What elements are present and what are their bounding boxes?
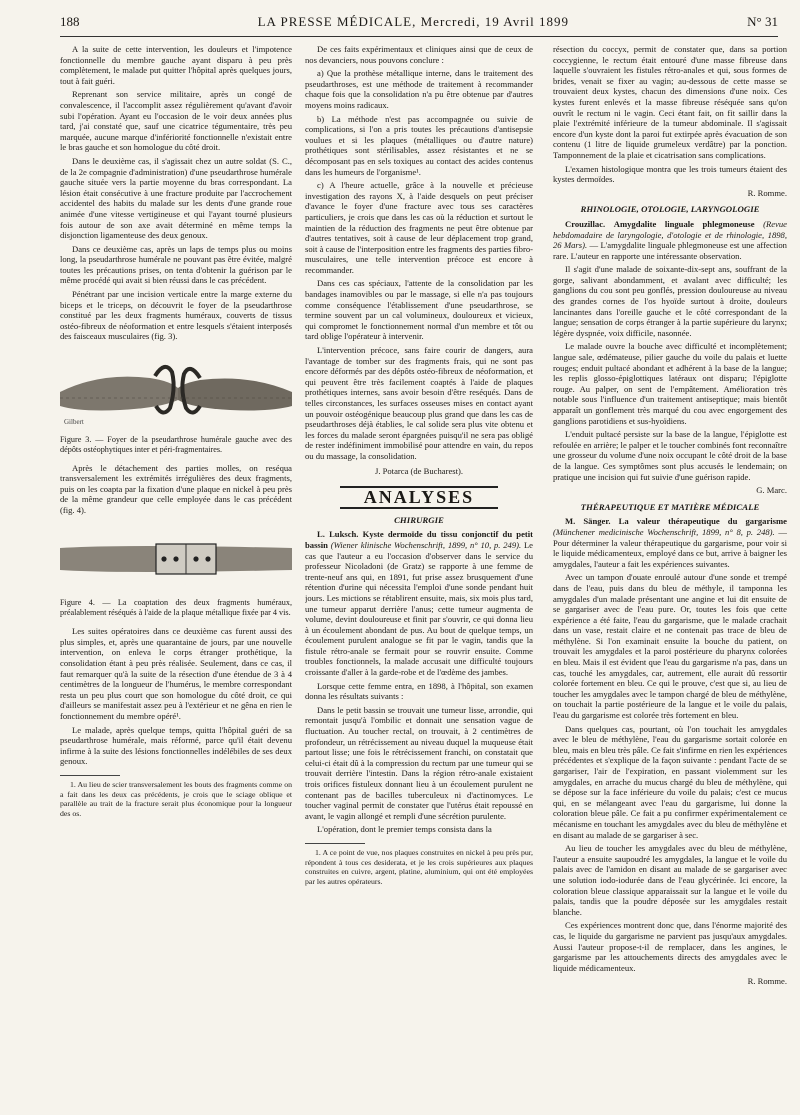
paragraph: c) A l'heure actuelle, grâce à la nouvelle et précieuse investigation des rayons X, à l'aide desquels on peut préciser d'avance le foyer d'une fracture avec tous ses caractères particuliers, je crois que dans les cas où la réduction et surtout le maintien de la réduction des fragments ne peut être obtenue par d'autres tentatives, soit à cause de leur déplacement trop grand, soit à cause de l'interposition entre les fragments des parties fibro-musculaires, une telle intervention précoce est encore à recommander. <box>305 180 533 275</box>
article-author: Crouzillac. <box>565 218 606 229</box>
figure-3-illustration <box>60 348 292 431</box>
column-left <box>60 44 292 821</box>
article-text: Le cas que l'auteur a eu l'occasion d'observer dans le service du professeur Nicoladoni (de Gratz) se rapporte à une femme de trente-neuf ans qui, en 1891, fut prise assez brusquement d'une rétention d'urine qui nécessita l'emploi d'une sonde pendant huit jours. Les mictions se rétablirent ensuite, mais, six mois plus tard, une tumeur apparut derrière l'anus; cette tumeur augmenta de volume, devint douloureuse et finit par s'ouvrir, ce qui donna lieu à un écoulement abondant de pus. Au bout de quelque temps, un écoulement purulent analogue se fit par le vagin, tandis que la fistule rétro-anale se fermait pour se rouvrir ensuite. Comme troubles fonctionnels, la malade accusait une difficulté toujours croissante d'aller à la garde-robe et de l'œdème des jambes. <box>305 539 533 678</box>
footnote-separator <box>60 775 120 776</box>
paragraph: Le malade ouvre la bouche avec difficulté et incomplètement; langue sale, œdémateuse, pilier gauche du voile du palais et luette rouges; enduit pultacé abondant et adhérent à la base de la langue; les replis glosso-épiglottiques latéraux ont disparu; l'épiglotte rouge. Au palper, on sent de l'empâtement. Amélioration très notable sous l'influence d'un traitement antiseptique; mais bientôt apparaît un gonflement très marqué du cou avec engorgement des ganglions parotidiens et sus-hyoïdiens. <box>553 341 787 426</box>
rubric-heading: CHIRURGIE <box>394 514 444 525</box>
paragraph: Avec un tampon d'ouate enroulé autour d'une sonde et trempé dans de l'eau, puis dans du bleu de méthyle, il tamponna les amygdales d'un malade présentant une angine et lui dit ensuite de se gargariser avec de l'eau pure. Or, toutes les fois que cette expérience a été faite, l'eau du gargarisme, que le malade crachait dans un vase, restait claire et ne contenait pas trace de bleu de méthylène. Si l'on examinait ensuite la bouche du patient, on trouvait les amygdales et la paroi postérieure du pharynx colorées en bleu. Mais il est évident que l'eau du gargarisme n'a pas, dans un cas, touché les amygdales, car, autrement, elle aurait dû ressortir colorée fortement en bleu. Ce qui le prouve, c'est que si, au lieu de toucher les amygdales avec le tampon chargé de bleu de méthylène, on touchait la partie postérieure de la langue et le voile du palais, l'eau du gargarisme est colorée très fortement en bleu. <box>553 572 787 721</box>
rubric-heading: RHINOLOGIE, OTOLOGIE, LARYNGOLOGIE <box>580 204 760 215</box>
article-text: — L'amygdalite linguale phlegmoneuse est une affection rare. L'auteur en rapporte une intéressante observation. <box>553 240 787 261</box>
paragraph: Au lieu de toucher les amygdales avec du bleu de méthylène, l'auteur a ensuite saupoudré les amygdales, la langue et le voile du palais avec de l'amidon en disant au malade de se gargariser avec une solution iodo-iodurée dans de l'eau glycérinée. Ici encore, la coloration bleue classique apparaissait sur la langue et le voile du palais, tandis que la poudre déposée sur les amygdales restait blanche. <box>553 843 787 917</box>
paragraph: b) La méthode n'est pas accompagnée ou suivie de complications, si l'on a pris toutes les précautions d'antisepsie voulues et si les plaques (métalliques ou d'autre nature) prothétiques sont stérilisables, assez résistantes et ne se décomposant pas en sels toxiques au contact des acides contenus dans les humeurs de l'organisme¹. <box>305 113 533 177</box>
paragraph: Dans le deuxième cas, il s'agissait chez un autre soldat (S. C., de la 2e compagnie d'administration) d'une pseudarthrose humérale gauche située vers la partie moyenne du bras correspondant. La lésion était consécutive à une fracture produite par l'accrochement accidentel des habits du malade sur les dents d'une grande roue animée d'une vitesse vertigineuse et qui l'ayant tourné plusieurs fois autour de son axe avait déterminé en même temps la disjonction ligamenteuse des deux genoux. <box>60 155 292 241</box>
paragraph: Dans ce deuxième cas, après un laps de temps plus ou moins long, la pseudarthrose humérale ne pouvant pas être évitée, malgré toutes les précautions prises, on tenta d'obtenir la guérison par le même procédé qui avait si bien réussi dans le cas précédent. <box>60 243 292 286</box>
article-author: L. Luksch. <box>317 529 359 540</box>
figure-4-illustration <box>60 522 292 595</box>
article-source: (Wiener klinische Wochenschrift, 1899, n° 10, p. 249). <box>330 539 522 550</box>
article-title: La valeur thérapeutique du gargarisme <box>618 516 787 527</box>
article-source: (Münchener medicinische Wochenschrift, 1899, n° 8, p. 248). <box>553 526 775 537</box>
issue-number: N° 31 <box>747 14 778 29</box>
paragraph: Lorsque cette femme entra, en 1898, à l'hôpital, son examen donna les résultats suivants : <box>305 680 533 702</box>
journal-title: LA PRESSE MÉDICALE, Mercredi, 19 Avril 1899 <box>257 14 570 29</box>
paragraph: L'enduit pultacé persiste sur la base de la langue, l'épiglotte est refoulée en arrière; le palper et le toucher combinés font reconnaître une grosseur du volume d'une noix occupant le côté droit de la base de la langue. Ces symptômes sont plus accusés le lendemain; on pratique une incision qui fut suivie d'une guérison rapide. <box>553 429 787 482</box>
author-signature: R. Romme. <box>747 976 787 987</box>
paragraph: L'opération, dont le premier temps consista dans la <box>317 824 492 835</box>
paragraph: De ces faits expérimentaux et cliniques ainsi que de ceux de nos devanciers, nous pouvons conclure : <box>305 44 533 65</box>
article-source: (Revue hebdomadaire de laryngologie, d'otologie et de rhinologie, 1898, 26 Mars). <box>553 218 787 251</box>
paragraph: résection du coccyx, permit de constater que, dans sa portion coccygienne, le rectum était entouré d'une masse fibreuse dans laquelle s'ouvraient les fistules rétro-anales et qui, sous formes de brides, venait se fixer au vagin; au-dessous de cette masse se trouvaient deux kystes, chacun des dimensions d'une noix. Ces kystes furent enlevés et la masse fibreuse réséquée sans qu'on ouvrît le rectum ni le vagin. Ceci étant fait, on fit saillir dans la plaie l'extrémité inférieure de la tumeur abdominale. Il s'agissait encore d'un kyste dont la paroi fut extirpée après évacuation de son contenu (1 litre de liquide grumeleux verdâtre) par la ponction. Tamponnement de la plaie et cicatrisation sans complications. <box>553 44 787 160</box>
author-signature: R. Romme. <box>747 187 787 198</box>
footnote: 1. A ce point de vue, nos plaques construites en nickel à peu près pur, répondent à tous ces desiderata, et je les crois supérieures aux plaques construites en cuivre, argent, platine, aluminium, qui ont été employées par les autres opérateurs. <box>305 847 533 886</box>
figure-4-caption: Figure 4. — La coaptation des deux fragments huméraux, préalablement réséqués à l'aide de la plaque métallique fixée par 4 vis. <box>60 598 292 618</box>
article-text: — Pour déterminer la valeur thérapeutique du gargarisme, pour voir si le liquide médicamenteux, employé dans ce but, arrive à baigner les amygdales, l'auteur a fait les expériences suivantes. <box>553 526 787 569</box>
paragraph: Reprenant son service militaire, après un congé de convalescence, il l'accomplit assez régulièrement qu'avant d'avoir subi l'opération. Ayant eu l'occasion de le voir deux années plus tard, j'ai constaté que, sauf une cicatrice tégumentaire, très peu marquée, aucune marque d'infériorité fonctionnelle n'existait entre le bras gauche et son homologue du côté droit. <box>60 89 292 153</box>
column-right <box>553 44 787 993</box>
article-title: Kyste dermoïde du tissu conjonctif du petit bassin <box>305 529 533 550</box>
article-author: M. Sänger. <box>565 516 611 527</box>
page-number: 188 <box>60 14 80 29</box>
paragraph: Il s'agit d'une malade de soixante-dix-sept ans, souffrant de la gorge, salivant abondamment, et avalant avec difficulté; les ganglions du cou sont peu gonflés, pression douloureuse au niveau des grandes cornes de l'os hyoïde surtout à droite, douleurs lancinantes dans l'oreille gauche et le côté correspondant de la langue; sensation de corps étranger à la partie supérieure du larynx; légère dyspnée, voix difficile, nasonnée. <box>553 264 787 338</box>
article-intro <box>553 516 787 569</box>
figure-3-caption: Figure 3. — Foyer de la pseudarthrose humérale gauche avec des dépôts ostéophytiques inter et péri-fragmentaires. <box>60 434 292 454</box>
paragraph: Dans quelques cas, pourtant, où l'on touchait les amygdales avec le bleu de méthylène, l'eau du gargarisme sortait colorée en bleu, mais en bleu très pâle. Ce fait s'infirme en rien les expériences précédentes et s'explique de la façon suivante : pendant l'acte de se gargariser, l'air de l'expiration, en passant violemment sur les amygdales, en arrache du mucus chargé du bleu de méthylène, qui se dépose sur la face inférieure du voile du palais; c'est ce mucus qui, en se mélangeant avec l'eau du gargarisme, lui donne la coloration bleue pâle. Ce fait a pu confirmer expérimentalement ce mécanisme en touchant les amygdales avec du bleu de méthylène et en disant au malade de se gargariser à sec. <box>553 723 787 840</box>
paragraph: L'examen histologique montra que les trois tumeurs étaient des kystes dermoïdes. <box>553 163 787 185</box>
fig3-signature: Gilbert <box>64 418 84 427</box>
author-signature: G. Marc. <box>756 485 787 496</box>
article-intro <box>553 219 787 261</box>
footnote-separator <box>305 843 365 844</box>
section-title: ANALYSES <box>340 486 498 509</box>
paragraph: Après le détachement des parties molles, on reséqua transversalement les extrémités irrégulières des deux fragments, puis on les coapta par la fixation d'une plaque en nickel à peu près de la même grandeur que celle employée dans le cas précédent (fig. 4). <box>60 462 292 515</box>
column-middle <box>305 44 533 889</box>
author-signature: J. Potarca (de Bucharest). <box>374 465 464 476</box>
paragraph: a) Que la prothèse métallique interne, dans le traitement des pseudarthroses, est une méthode de traitement à recommander chaque fois que la consolidation n'a pu être obtenue par d'autres moyens moins radicaux. <box>305 68 533 110</box>
footnote: 1. Au lieu de scier transversalement les bouts des fragments comme on a fait dans les deux cas précédents, je crois que le sciage oblique et parallèle au trait de la fracture serait plus économique pour la longueur des os. <box>60 779 292 818</box>
paragraph: L'intervention précoce, sans faire courir de dangers, aura l'avantage de tomber sur des fragments frais, qui ne sont pas encore déformés par des dépôts ostéo-fibreux de néoformation, et qui peuvent être très facilement coaptés à l'aide de plaques prothétiques internes, sans avoir besoin d'être reséqués. Dans de telles circonstances, les surfaces osseuses mises en contact ayant un pouvoir ostéogénique beaucoup plus grand que dans les cas de pseudarthroses déjà établies, le cal solide sera plus vite obtenu et les forces du malade seront épargnées puisqu'il ne sera pas obligé de rester indéfiniment immobilisé pour attendre en vain, du repos ou du massage, la consolidation. <box>305 345 533 461</box>
page-header <box>60 14 778 37</box>
section-heading <box>305 486 533 509</box>
paragraph: Dans ces cas spéciaux, l'attente de la consolidation par les bandages inamovibles ou par le massage, si elle n'a pas toujours comme conséquence l'établissement d'une pseudarthrose, se termine souvent par un cal volumineux, douloureux et vicieux, qui compromet le fonctionnement normal d'un membre et tôt ou tard oblige l'opérateur à intervenir. <box>305 278 533 342</box>
paragraph: Les suites opératoires dans ce deuxième cas furent aussi des plus simples, et, après une quarantaine de jours, par une nouvelle intervention, on enleva le corps étranger prothétique, la consolidation étant à peu près réalisée. Seulement, dans ce cas, il faut remarquer qu'à la suite de la résection d'une étendue de 3 à 4 centimètres de la longueur de l'humérus, le membre correspondant resta un peu plus court que son homologue du côté droit, ce qui d'ailleurs se manifestait assez peu à l'extérieur et ne gêna en rien le fonctionnement du membre opéré¹. <box>60 626 292 721</box>
article-intro <box>305 529 533 677</box>
paragraph: Pénétrant par une incision verticale entre la marge externe du biceps et le triceps, on découvrit le foyer de la pseudarthrose constitué par les deux fragments huméraux, couverts de tissus ostéo-fibreux de néoformation et entre lesquels s'étaient interposés des faisceaux musculaires (fig. 3). <box>60 289 292 342</box>
paragraph: Ces expériences montrent donc que, dans l'énorme majorité des cas, le liquide du gargarisme ne parvient pas jusqu'aux amygdales. Aussi l'auteur propose-t-il de remplacer, dans les angines, le gargarisme par les attouchements directs des amygdales avec le liquide médicamenteux. <box>553 920 787 973</box>
paragraph: Dans le petit bassin se trouvait une tumeur lisse, arrondie, qui remontait jusqu'à l'ombilic et donnait une sensation vague de fluctuation. Au toucher rectal, on trouvait, à 2 centimètres de profondeur, un rétrécissement au niveau duquel la muqueuse était partout lisse; une fois le rétrécissement franchi, on constatait que celui-ci était dû à la compression du rectum par une tumeur qui se trouvait derrière l'intestin. Dans la région rétro-anale existaient trois orifices fistuleux donnant lieu à un écoulement purulent ne contenant pas de bacilles tuberculeux ni d'actinomyces. Le toucher vaginal permit de constater que l'utérus était repoussé en avant, le vagin allongé et rempli d'une sécrétion purulente. <box>305 704 533 821</box>
paragraph: A la suite de cette intervention, les douleurs et l'impotence fonctionnelle du membre gauche ayant disparu à peu près complètement, le malade put quitter l'hôpital après quelques jours, tout à fait guéri. <box>60 44 292 86</box>
article-title: Amygdalite linguale phlegmoneuse <box>613 218 755 229</box>
paragraph: Le malade, après quelque temps, quitta l'hôpital guéri de sa pseudarthrose humérale, mais réformé, parce qu'il était devenu infirme à la suite des lésions fonctionnelles indélébiles de ses deux genoux. <box>60 724 292 767</box>
rubric-heading: THÉRAPEUTIQUE ET MATIÈRE MÉDICALE <box>580 501 760 512</box>
